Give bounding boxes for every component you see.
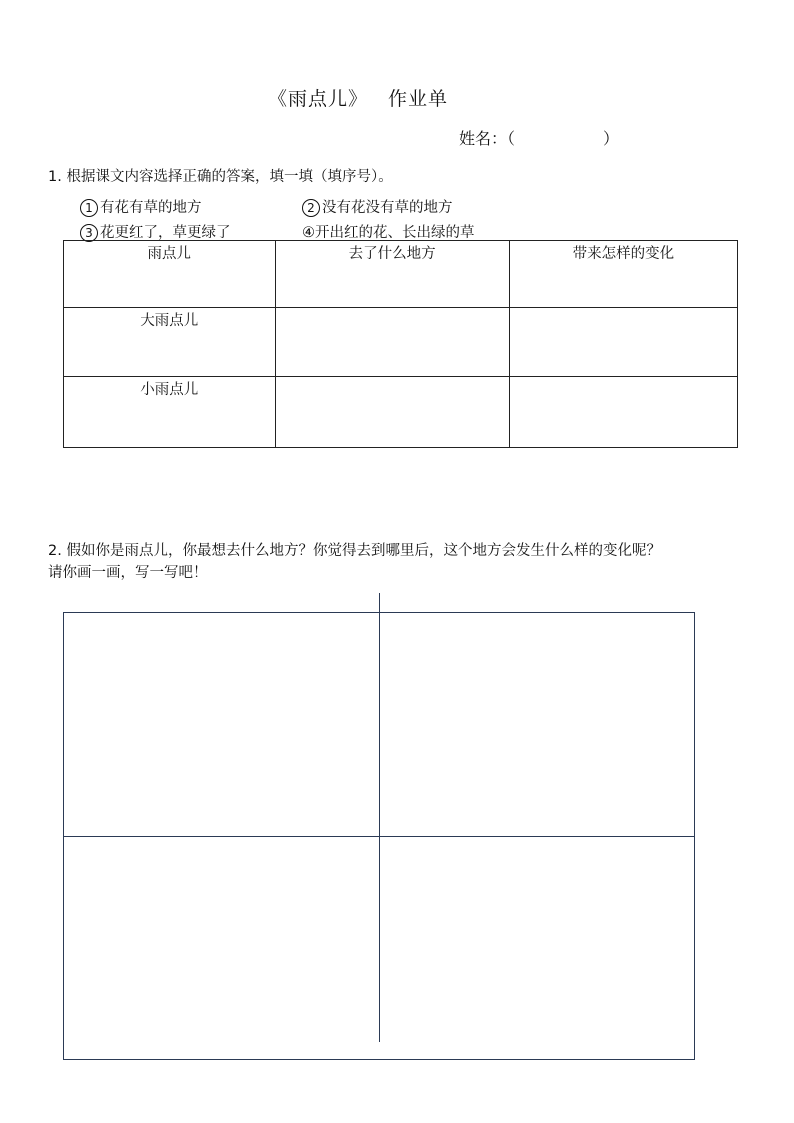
option-2-text: 没有花没有草的地方 [322, 200, 453, 216]
option-1-text: 有花有草的地方 [100, 200, 202, 216]
title-suffix: 作业单 [388, 88, 449, 110]
answer-cell[interactable] [275, 377, 509, 448]
name-label: 姓名：（ [459, 129, 516, 148]
answer-cell[interactable] [509, 308, 737, 377]
answer-cell[interactable] [509, 377, 737, 448]
option-3-mark: 3 [80, 224, 98, 242]
option-4-mark: ④ [302, 225, 315, 241]
option-4 [302, 221, 475, 242]
table-header-row [64, 241, 738, 308]
title-book: 《雨点儿》 [268, 88, 369, 110]
question-2-prompt: 2. 假如你是雨点儿，你最想去什么地方？你觉得去到哪里后，这个地方会发生什么样的变化呢？ [48, 543, 661, 559]
name-row [459, 126, 619, 149]
option-3 [80, 221, 231, 242]
question-2-prompt-line2: 请你画一画，写一写吧！ [48, 565, 208, 581]
name-close: ） [603, 129, 620, 148]
option-3-text: 花更红了，草更绿了 [100, 225, 231, 241]
drawing-divider-horizontal [63, 836, 695, 837]
option-1-mark: 1 [80, 199, 98, 217]
table-row-label: 大雨点儿 [64, 308, 276, 377]
question-1-prompt: 1. 根据课文内容选择正确的答案，填一填（填序号）。 [48, 169, 393, 185]
page-title [268, 84, 448, 111]
option-2-mark: 2 [302, 199, 320, 217]
answer-cell[interactable] [275, 308, 509, 377]
option-4-text: 开出红的花、长出绿的草 [315, 225, 475, 241]
table-row-label: 小雨点儿 [64, 377, 276, 448]
table-header-cell: 雨点儿 [64, 241, 276, 308]
option-1 [80, 196, 202, 217]
table-header-cell: 带来怎样的变化 [509, 241, 737, 308]
option-2 [302, 196, 453, 217]
table-row [64, 377, 738, 448]
table-row [64, 308, 738, 377]
drawing-divider-vertical [379, 593, 380, 1042]
table-header-cell: 去了什么地方 [275, 241, 509, 308]
answer-table [63, 240, 738, 448]
